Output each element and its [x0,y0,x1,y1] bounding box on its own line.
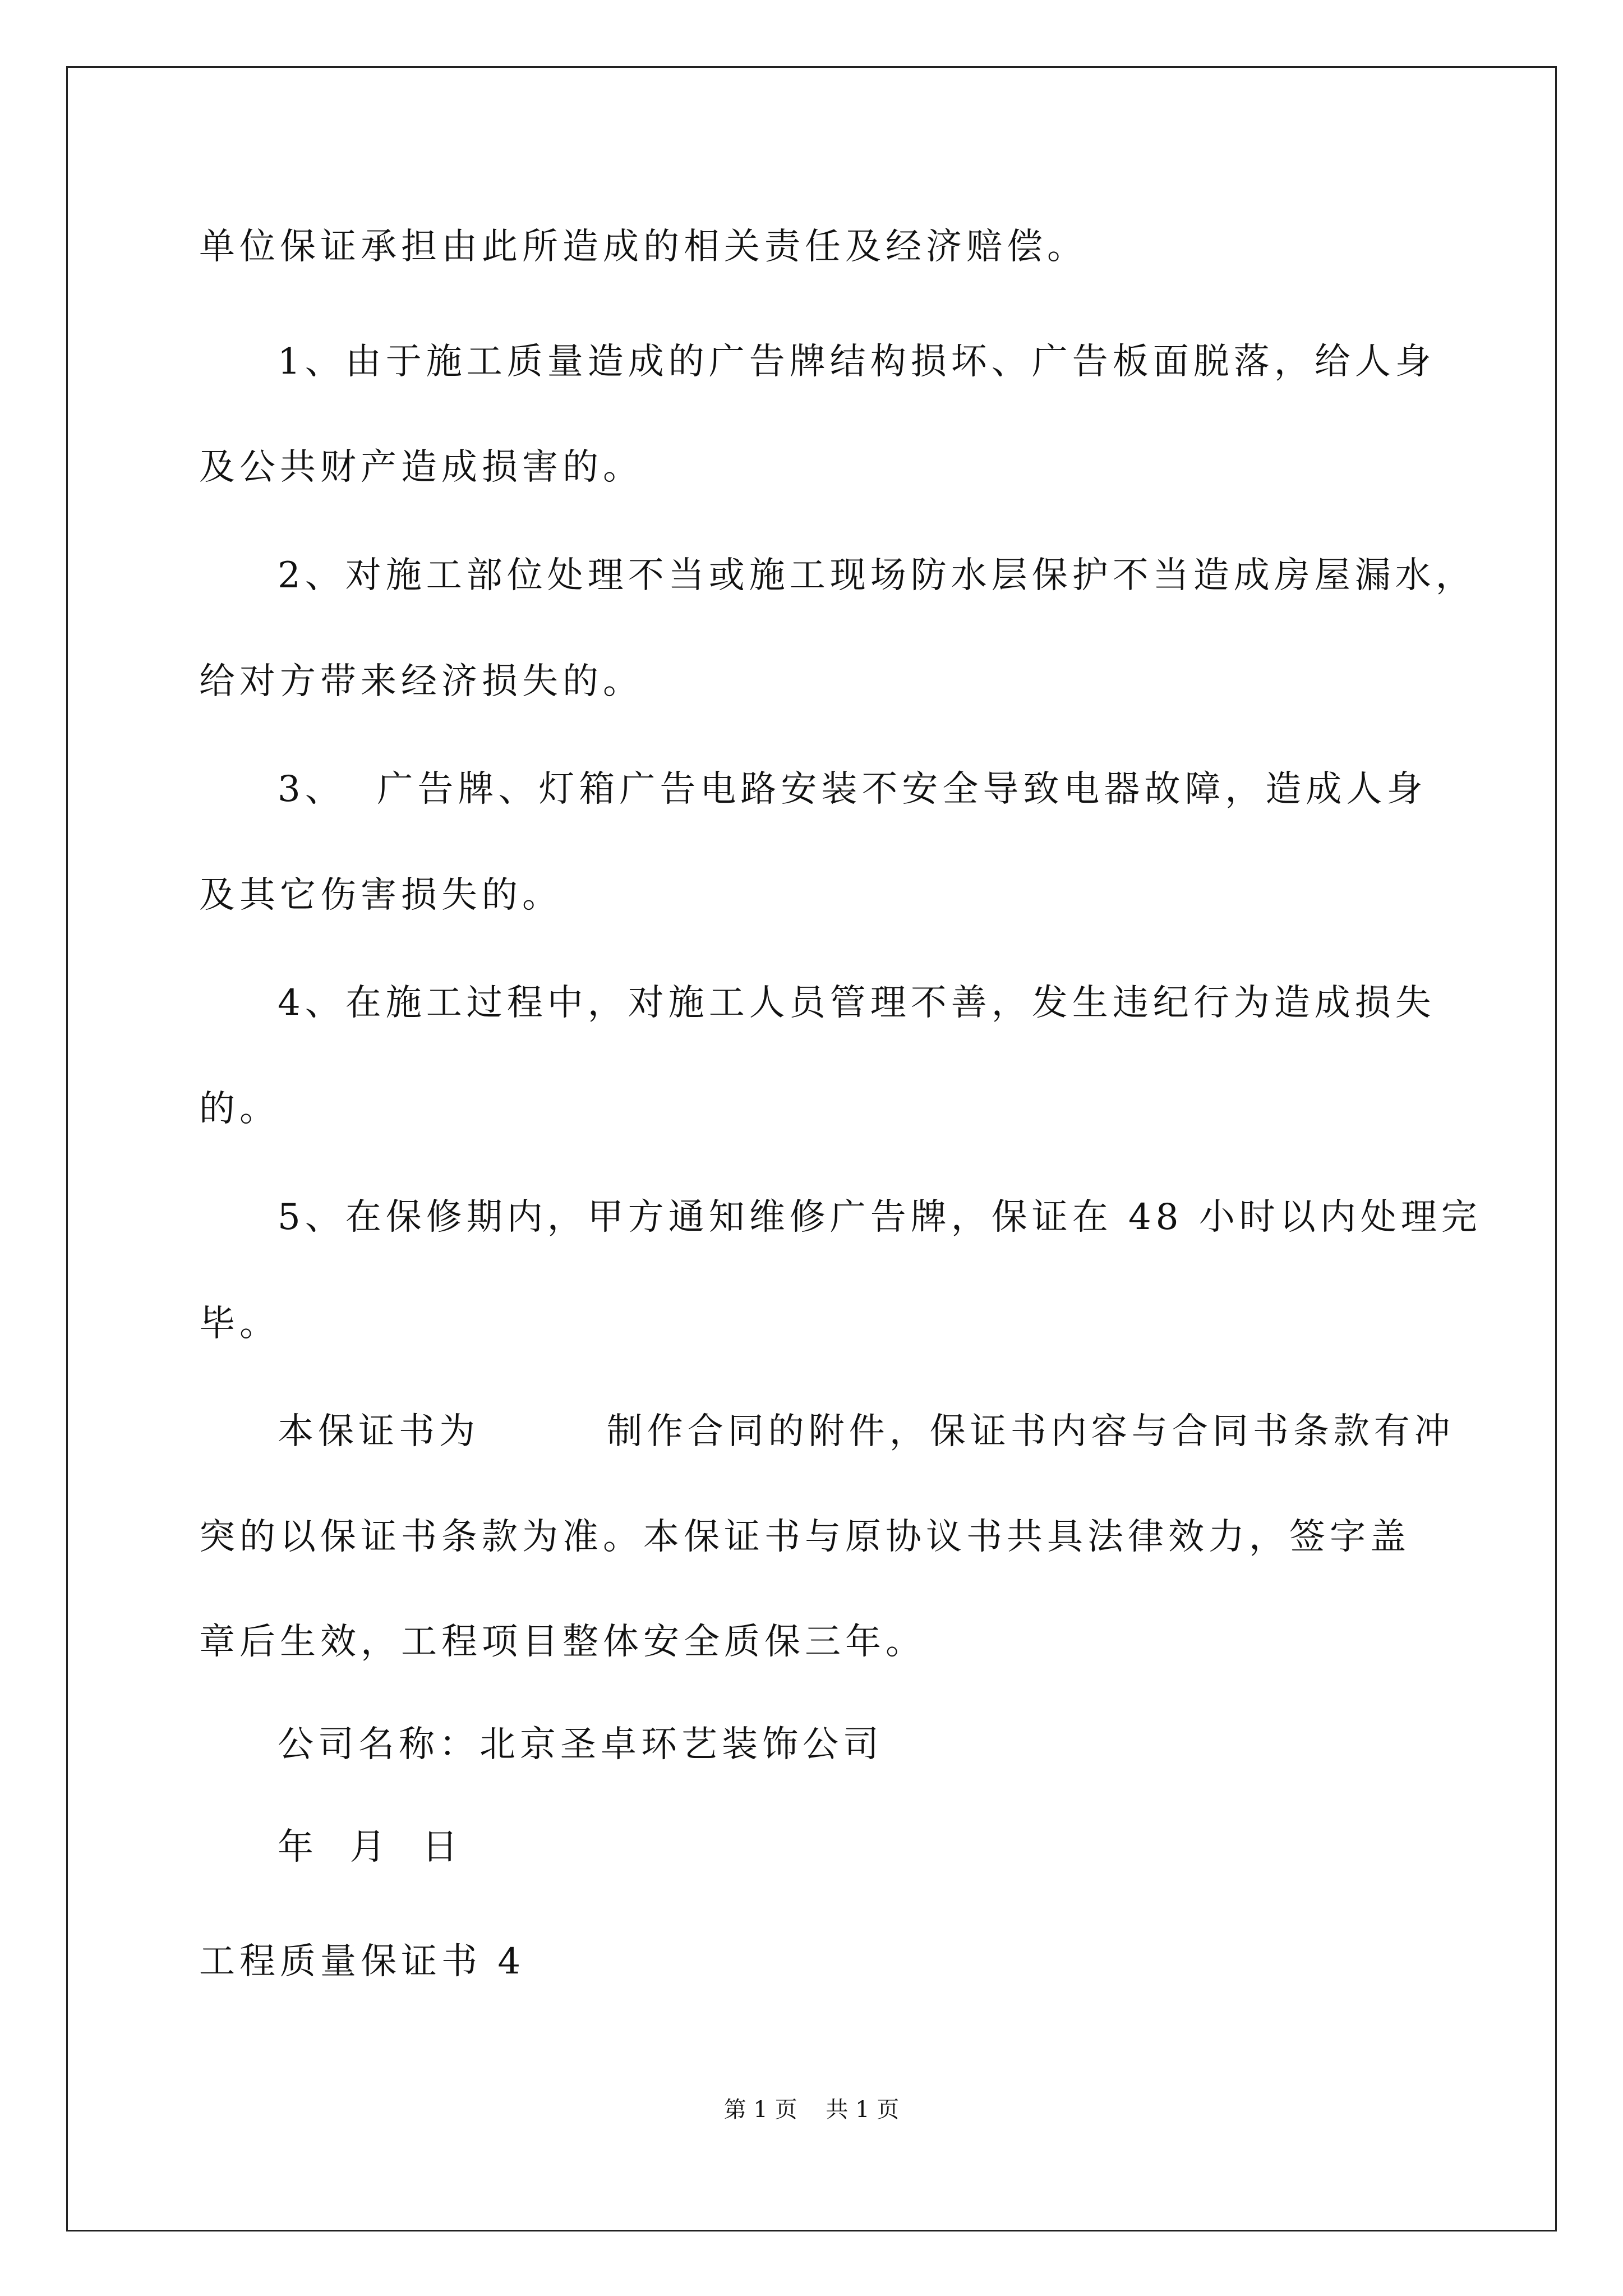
date-line: 年 月 日 [278,1826,463,1868]
item-4-line-1: 4、在施工过程中，对施工人员管理不善，发生违纪行为造成损失 [278,982,1436,1024]
statement-line-1: 本保证书为 制作合同的附件，保证书内容与合同书条款有冲 [278,1411,1455,1452]
item-3-line-2: 及其它伤害损失的。 [199,875,562,916]
statement-line-2: 突的以保证书条款为准。本保证书与原协议书共具法律效力，签字盖 [199,1516,1410,1558]
page-border [66,66,1557,2231]
item-2-line-2: 给对方带来经济损失的。 [199,661,643,702]
item-4-line-2: 的。 [199,1088,280,1130]
item-5-line-1: 5、在保修期内，甲方通知维修广告牌，保证在 48 小时以内处理完 [278,1197,1482,1238]
item-1-line-1: 1、由于施工质量造成的广告牌结构损坏、广告板面脱落，给人身 [278,341,1436,383]
body-line-1: 单位保证承担由此所造成的相关责任及经济赔偿。 [199,226,1087,268]
page-footer: 第 1 页 共 1 页 [723,2097,900,2123]
item-5-line-2: 毕。 [199,1303,280,1345]
item-1-line-2: 及公共财产造成损害的。 [199,447,643,488]
item-3-line-1: 3、 广告牌、灯箱广告电路安装不安全导致电器故障，造成人身 [278,769,1427,810]
company-name: 公司名称：北京圣卓环艺装饰公司 [278,1724,883,1765]
item-2-line-1: 2、对施工部位处理不当或施工现场防水层保护不当造成房屋漏水， [278,555,1476,596]
next-section-title: 工程质量保证书 4 [199,1941,525,1982]
statement-line-3: 章后生效，工程项目整体安全质保三年。 [199,1621,926,1663]
